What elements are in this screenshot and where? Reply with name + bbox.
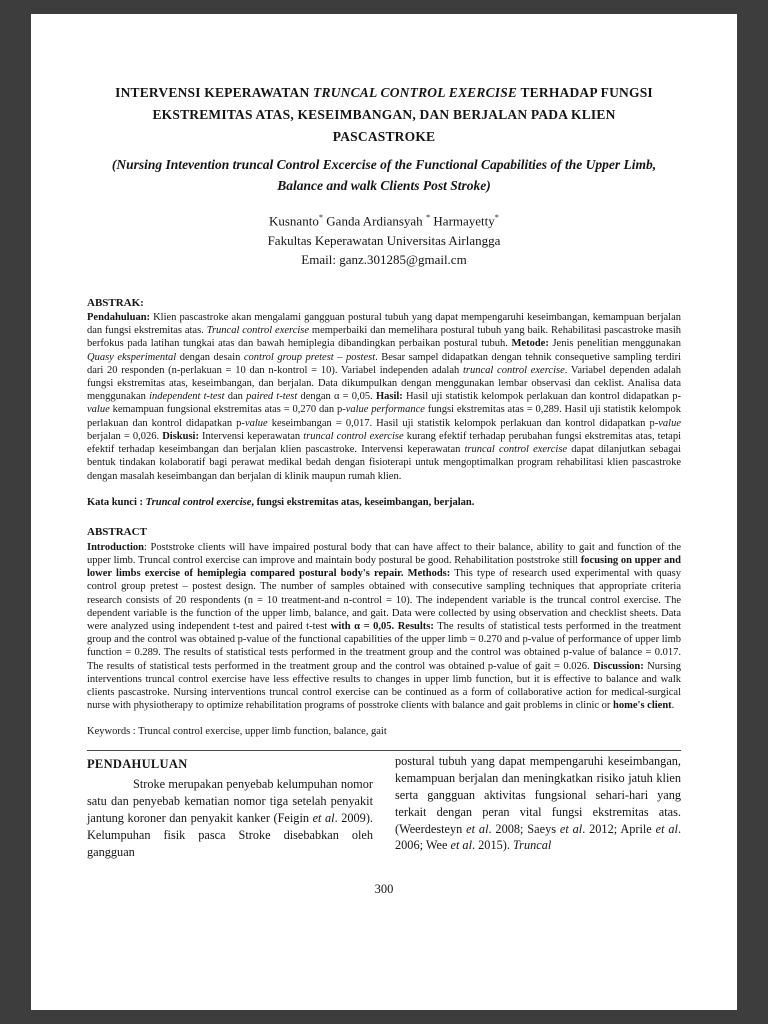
abstract-body: Introduction: Poststroke clients will have impaired postural body that can have affect to their balance, ability to gait and function of the upper limb. Truncal control exercise can improve and maintain body postural be good. Rehabilitation poststroke still focusing on upper and lower limbs exercise of hemiplegia compared postural body's repair. Methods: This type of research used experimental with quasy control group pretest – postest design. The number of samples obtained with consecutive sampling techniques that appropriate criteria research consists of 20 respondents (n = 10 treatment-and n-control = 10). The independent variable is the truncal control exercise. The dependent variable is the function of the upper limb, balance, and gait. Data were collected by using observation and checklist sheets. Data were analyzed using independent t-test and paired t-test with α = 0,05. Results: The results of statistical tests performed in the treatment group and the control was obtained p-value of the functional capabilities of the upper limb = 0.270 and p-value of performance of upper limb function = 0.289. The results of statistical tests performed in the treatment group and the control was obtained p-value of balance = 0.017. The results of statistical tests performed in the treatment group and the control was obtained p-value of gait = 0.026. Discussion: Nursing interventions truncal control exercise have less effective results to changes in upper limb function, but it is effective to balance and walk clients pascastroke. Nursing interventions truncal control exercise can be continued as a form of collaborative action for medical-surgical nurse with physiotherapy to optimize rehabilitation programs of posstroke clients with balance and gait problems in clinic or home's client. bbox=[87, 541, 682, 712]
paper-subtitle: (Nursing Intevention truncal Control Excercise of the Functional Capabilities of the Upper Limb, Balance and walk Clients Post Stroke) bbox=[111, 156, 657, 194]
intro-column-left bbox=[87, 753, 373, 860]
two-column-body bbox=[87, 753, 681, 860]
page-number: 300 bbox=[374, 882, 394, 897]
intro-column-right bbox=[395, 753, 681, 860]
abstrak-body: Pendahuluan: Klien pascastroke akan mengalami gangguan postural tubuh yang dapat mempengaruhi keseimbangan, kemampuan berjalan dan fungsi ekstremitas atas. Truncal control exercise memperbaiki dan memelihara postural tubuh yang baik. Rehabilitasi pascastroke masih berfokus pada latihan tungkai atas dan bawah hemiplegia dibandingkan perbaikan postural tubuh. Metode: Jenis penelitian menggunakan Quasy eksperimental dengan desain control group pretest – postest. Besar sampel didapatkan dengan tehnik consequetive sampling terdiri dari 20 responden (n-perlakuan = 10 dan n-kontrol = 10). Variabel independen adalah truncal control exercise. Variabel dependen adalah fungsi ekstremitas atas, keseimbangan, dan berjalan. Data dikumpulkan dengan menggunakan lembar observasi dan ceklist. Analisa data menggunakan independent t-test dan paired t-test dengan α = 0,05. Hasil: Hasil uji statistik kelompok perlakuan dan kontrol didapatkan p-value kemampuan fungsional ekstremitas atas = 0,270 dan p-value performance fungsi ekstremitas atas = 0,289. Hasil uji statistik kelompok perlakuan dan kontrol didapatkan p-value keseimbangan = 0,017. Hasil uji statistik kelompok perlakuan dan kontrol didapatkan p-value berjalan = 0,026. Diskusi: Intervensi keperawatan truncal control exercise kurang efektif terhadap perubahan fungsi ekstremitas atas, tetapi efektif terhadap keseimbangan dan berjalan klien pascastroke. Intervensi keperawatan truncal control exercise dapat dilanjutkan sebagai bentuk tindakan kolaboratif bagi perawat medikal bedah dengan fisioterapi untuk mengoptimalkan program rehabilitasi klien pascastroke dengan masalah keseimbangan dan berjalan di klinik maupun rumah klien. bbox=[87, 311, 682, 482]
paper-page bbox=[31, 14, 737, 1010]
authors-line: Kusnanto* Ganda Ardiansyah * Harmayetty* bbox=[268, 211, 499, 229]
affiliation-line: Fakultas Keperawatan Universitas Airlangga bbox=[267, 232, 501, 248]
intro-paragraph-right: postural tubuh yang dapat mempengaruhi keseimbangan, kemampuan berjalan dan meningkatkan risiko jatuh klien serta gangguan aktivitas fungsional sehari-hari yang terkait dengan peran vital fungsi ekstremitas atas. (Weerdesteyn et al. 2008; Saeys et al. 2012; Aprile et al. 2006; Wee et al. 2015). Truncal bbox=[395, 754, 682, 853]
intro-paragraph-left: Stroke merupakan penyebab kelumpuhan nomor satu dan penyebab kematian nomor tiga setelah penyakit jantung koroner dan penyakit kanker (Feigin et al. 2009). Kelumpuhan fisik pasca Stroke disebabkan oleh gangguan bbox=[87, 777, 373, 859]
paper-title: INTERVENSI KEPERAWATAN TRUNCAL CONTROL EXERCISE TERHADAP FUNGSI EKSTREMITAS ATAS, KESEIMBANGAN, DAN BERJALAN PADA KLIEN PASCASTROKE bbox=[115, 85, 653, 144]
email-line: Email: ganz.301285@gmail.cm bbox=[301, 252, 467, 268]
abstract-heading: ABSTRACT bbox=[87, 526, 147, 539]
kata-kunci-line: Kata kunci : Truncal control exercise, fungsi ekstremitas atas, keseimbangan, berjalan. bbox=[87, 496, 475, 508]
intro-heading: PENDAHULUAN bbox=[87, 757, 188, 772]
section-divider bbox=[87, 750, 681, 751]
keywords-line: Keywords : Truncal control exercise, upper limb function, balance, gait bbox=[87, 725, 387, 737]
abstrak-heading: ABSTRAK: bbox=[87, 296, 144, 309]
